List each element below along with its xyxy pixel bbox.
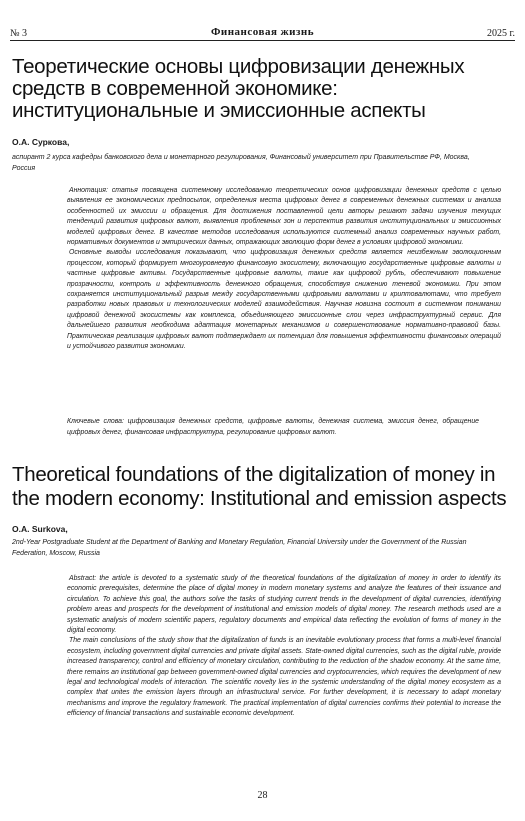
author-affiliation-ru: аспирант 2 курса кафедры банковского дела и монетарного регулирования, Финансовый университет при Правительстве РФ, Москва, Россия [12, 154, 470, 172]
abstract-en-paragraph-1: Abstract: the article is devoted to a systematic study of the theoretical foundations of the digitalization of money in order to identify its economic prerequisites, determine the place of digital money in modern monetary systems and analyze the features of their issuance and circulation. To achieve this goal, the authors solve the tasks of studying current trends in the development of digital currencies, identifying problem areas and prospects for the development of institutional and emission models of digital money. The research methods used are a systematic analysis of modern scientific papers, regulatory documents and empirical data reflecting the evolution of forms of money in the digital economy. [67, 575, 501, 635]
abstract-ru-paragraph-2: Основные выводы исследования показывают, что цифровизация денежных средств является неизбежным эволюционным процессом, который формирует многоуровневую финансовую экосистему, включающую государственные цифровые валюты и частные цифровые активы. Государственные цифровые валюты, такие как цифровой рубль, обеспечивают повышение прозрачности, контроль и эффективность денежного обращения, способствуя снижению теневой экономики. При этом сохраняется институциональный разрыв между государственными цифровыми валютами и криптовалютами, что требует разработки новых правовых и технологических моделей взаимодействия. Научная новизна состоит в системном понимании цифровой денежной экосистемы как комплекса, объединяющего эмиссионные слои через инфраструктурный сервис. Для дальнейшего развития необходима адаптация монетарных механизмов и совершенствование нормативно-правовой базы. Практическая реализация цифровых валют подтверждает их потенциал для повышения эффективности финансовых операций и устойчивого развития экономики. [67, 249, 501, 351]
article-title-ru: Теоретические основы цифровизации денежных средств в современной экономике: институциональные и эмиссионные аспекты [12, 55, 465, 122]
author-affiliation-en: 2nd-Year Postgraduate Student at the Department of Banking and Monetary Regulation, Financial University under the Government of the Russian Federation, Moscow, Russia [12, 539, 467, 557]
article-title-en: Theoretical foundations of the digitalization of money in the modern economy: Institutional and emission aspects [12, 463, 507, 510]
author-name-en: O.A. Surkova, [12, 524, 68, 534]
author-name-ru: О.А. Суркова, [12, 137, 70, 147]
issue-number: № 3 [10, 28, 28, 39]
abstract-ru [67, 186, 501, 353]
abstract-ru-paragraph-1: Аннотация: статья посвящена системному исследованию теоретических основ цифровизации денежных средств с целью выявления ее экономических предпосылок, определения места цифровых денег в современных денежных системах и анализа особенностей их эмиссии и обращения. Для достижения поставленной цели авторы решают задачи изучения текущих тенденций развития цифровых валют, выявления проблемных зон и перспектив развития институциональных и эмиссионных моделей цифровых денег. В качестве методов исследования используются системный анализ современных научных работ, нормативных документов и эмпирических данных, отражающих эволюцию форм денег в условиях цифровой экономики. [67, 187, 501, 247]
abstract-en [67, 574, 501, 720]
header-divider [10, 40, 515, 41]
page-number: 28 [257, 790, 268, 801]
keywords-ru: Ключевые слова: цифровизация денежных средств, цифровые валюты, денежная система, эмиссия денег, обращение цифровых денег, финансовая инфраструктура, регулирование цифровых валют. [67, 418, 479, 436]
journal-name: Финансовая жизнь [210, 26, 315, 38]
abstract-en-paragraph-2: The main conclusions of the study show that the digitalization of funds is an inevitable evolutionary process that forms a multi-level financial ecosystem, including government digital currencies and private digital assets. State-owned digital currencies, such as the digital ruble, provide increased transparency, control and efficiency of monetary circulation, contributing to the reduction of the shadow economy. At the same time, there remains an institutional gap between government-owned digital currencies and cryptocurrencies, which requires the development of new legal and technological models of interaction. The scientific novelty lies in the systemic understanding of the digital money ecosystem as a complex that unites the emission layers through an infrastructural service. For further development, it is necessary to adapt monetary mechanisms and improve the regulatory framework. The practical implementation of digital currencies confirms their potential to increase the efficiency of financial transactions and sustainable economic development. [67, 637, 501, 718]
publication-year: 2025 г. [487, 28, 515, 39]
